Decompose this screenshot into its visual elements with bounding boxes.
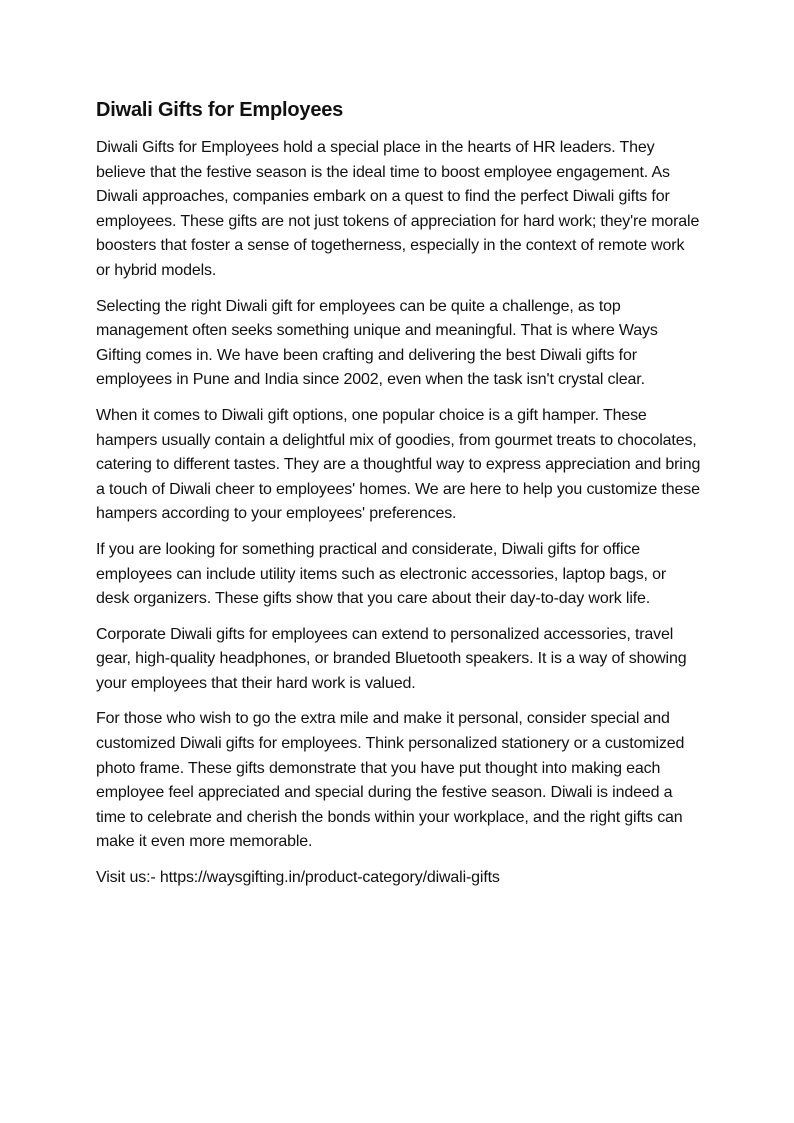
- paragraph-practical: If you are looking for something practical and considerate, Diwali gifts for office employees can include utility items such as electronic accessories, laptop bags, or desk organizers. These gifts show that you care about their day-to-day work life.: [96, 540, 667, 608]
- document-page: [96, 96, 701, 891]
- paragraph-selecting: Selecting the right Diwali gift for employees can be quite a challenge, as top management often seeks something unique and meaningful. That is where Ways Gifting comes in. We have been crafting and delivering the best Diwali gifts for employees in Pune and India since 2002, even when the task isn't crystal clear.: [96, 297, 658, 389]
- paragraph-personalized: For those who wish to go the extra mile and make it personal, consider special and customized Diwali gifts for employees. Think personalized stationery or a customized photo frame. These gifts demonstrate that you have put thought into making each employee feel appreciated and special during the festive season. Diwali is indeed a time to celebrate and cherish the bonds within your workplace, and the right gifts can make it even more memorable.: [96, 710, 685, 851]
- page-title: Diwali Gifts for Employees: [96, 99, 344, 121]
- paragraph-intro: Diwali Gifts for Employees hold a special place in the hearts of HR leaders. They believe that the festive season is the ideal time to boost employee engagement. As Diwali approaches, companies embark on a quest to find the perfect Diwali gifts for employees. These gifts are not just tokens of appreciation for hard work; they're morale boosters that foster a sense of togetherness, especially in the context of remote work or hybrid models.: [96, 139, 700, 279]
- paragraph-corporate: Corporate Diwali gifts for employees can extend to personalized accessories, travel gear, high-quality headphones, or branded Bluetooth speakers. It is a way of showing your employees that their hard work is valued.: [96, 625, 687, 692]
- paragraph-hampers: When it comes to Diwali gift options, one popular choice is a gift hamper. These hampers usually contain a delightful mix of goodies, from gourmet treats to chocolates, catering to different tastes. They are a thoughtful way to express appreciation and bring a touch of Diwali cheer to employees' homes. We are here to help you customize these hampers according to your employees' preferences.: [96, 406, 701, 523]
- visit-us-line: Visit us:- https://waysgifting.in/product-category/diwali-gifts: [96, 869, 500, 887]
